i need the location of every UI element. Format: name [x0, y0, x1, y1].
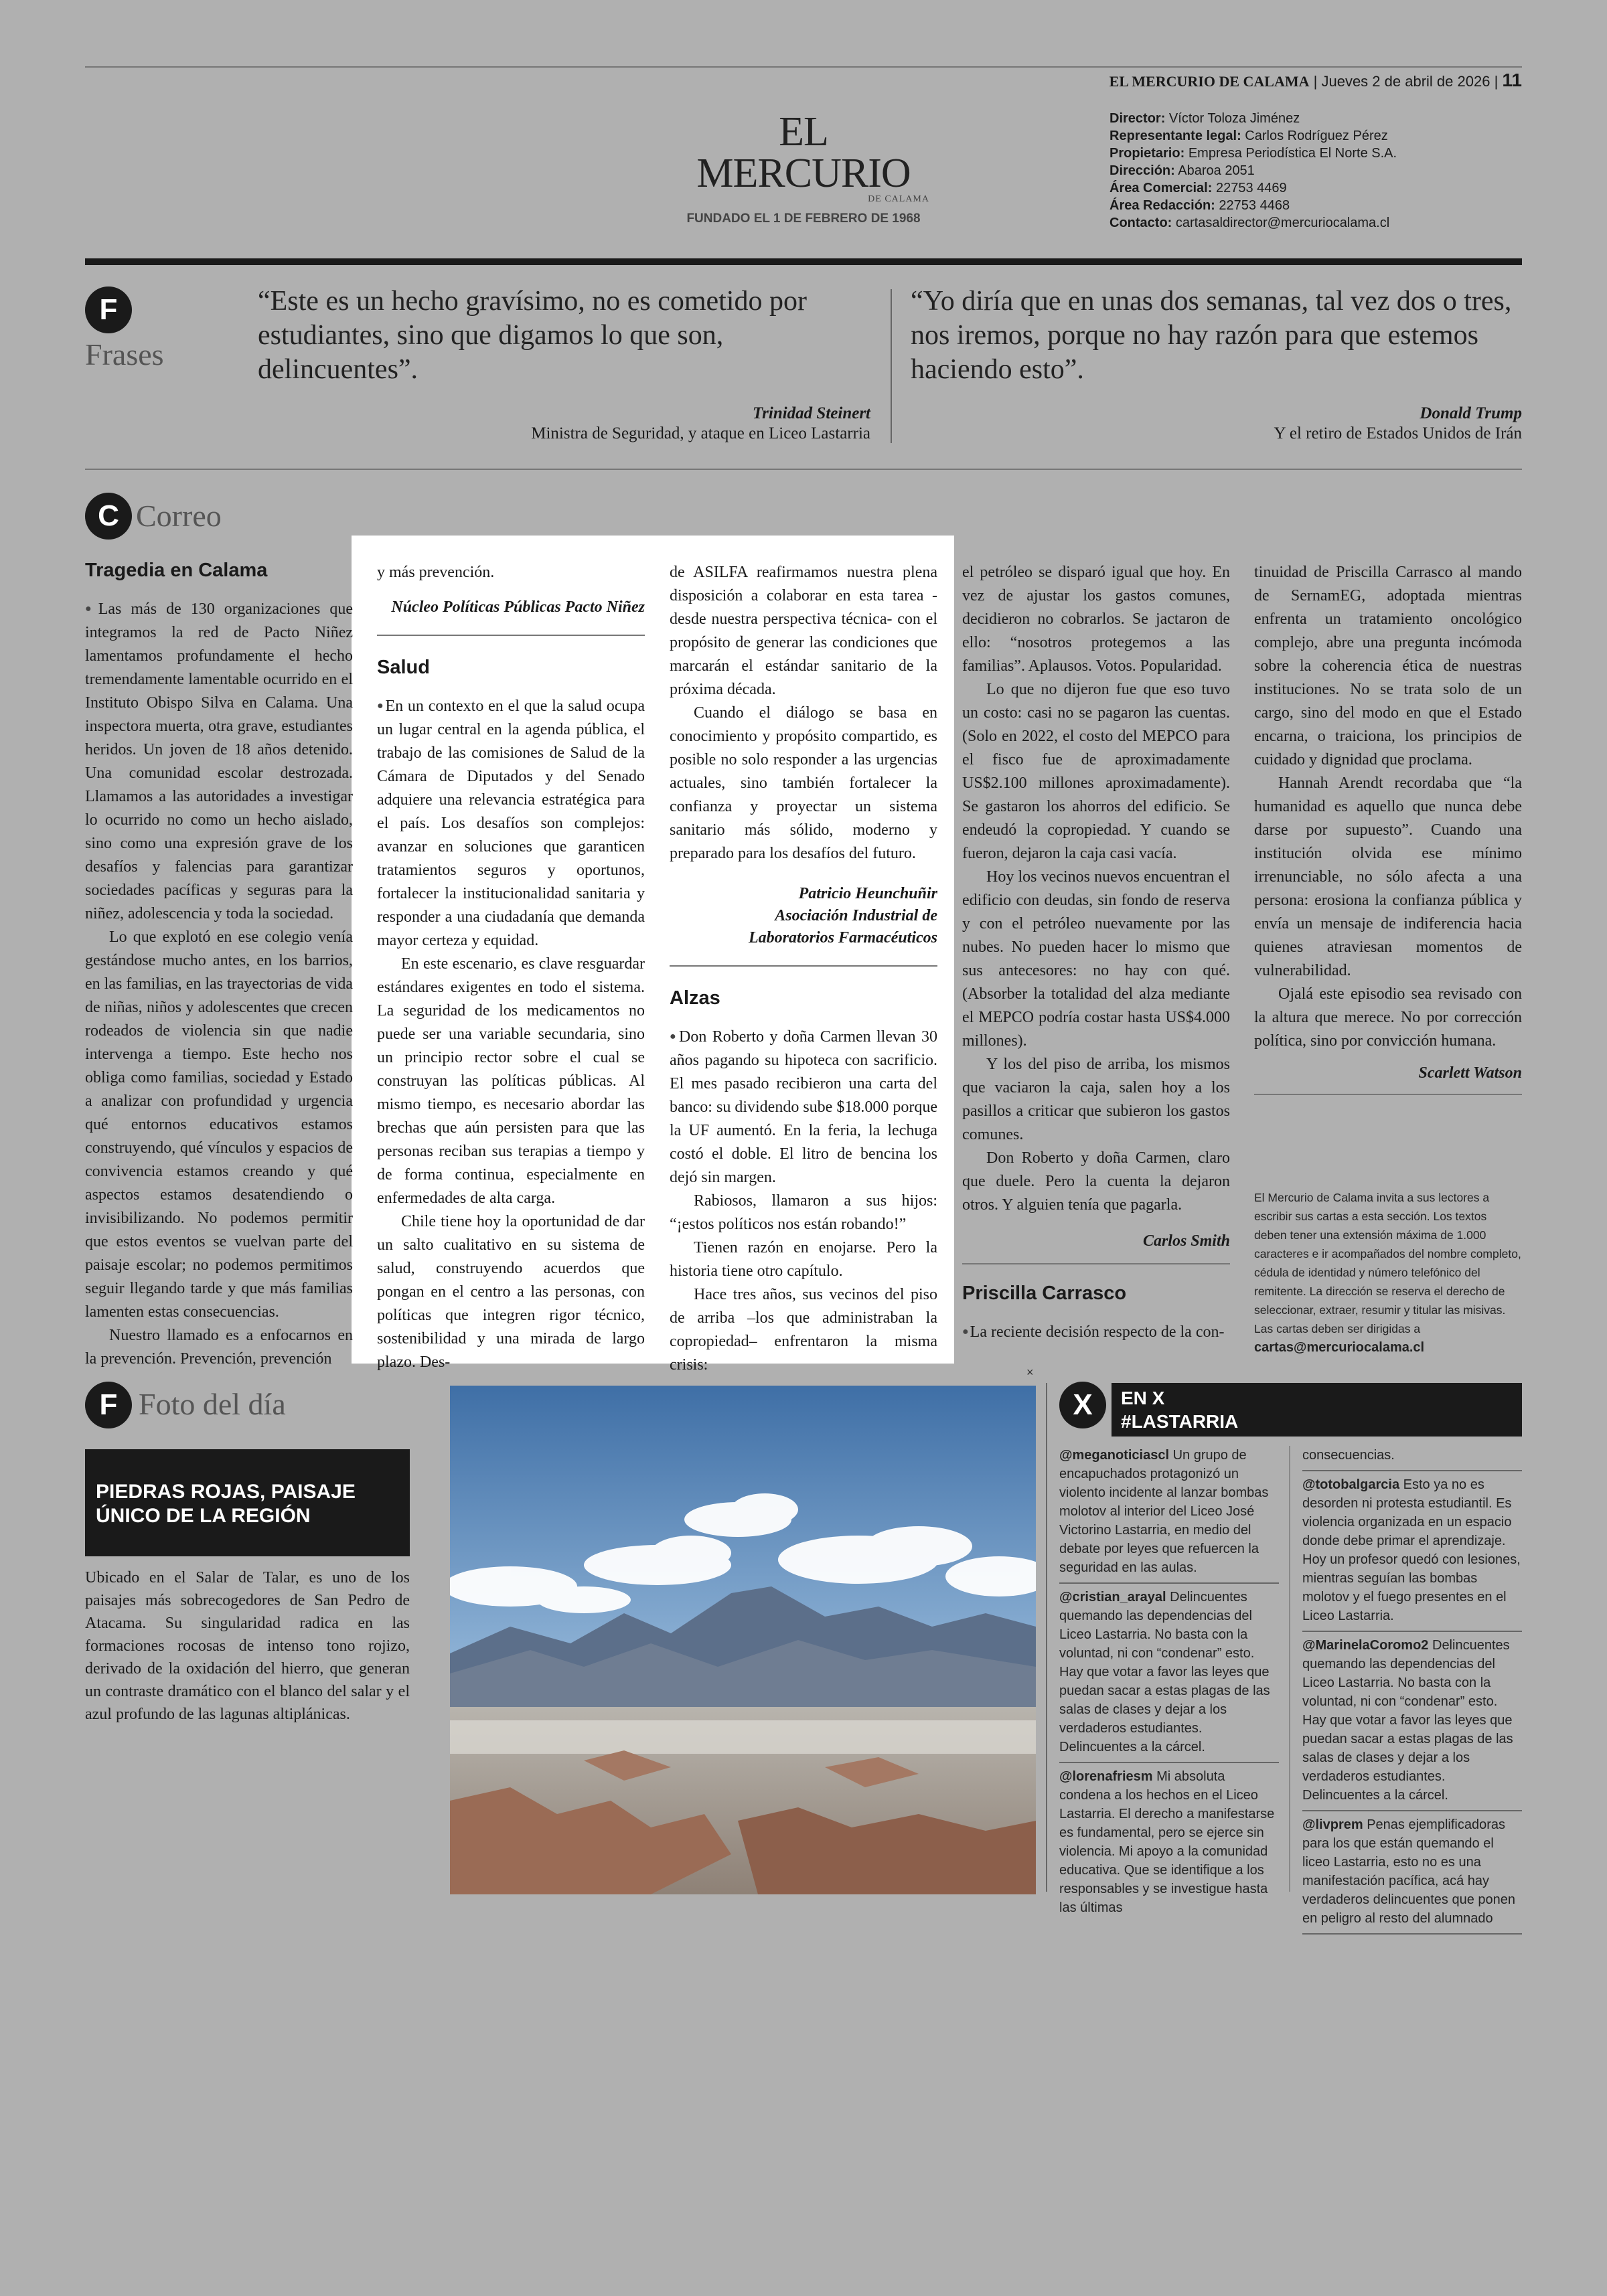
tweet-handle[interactable]: @lorenafriesm	[1059, 1769, 1153, 1784]
running-head: EL MERCURIO DE CALAMA | Jueves 2 de abril de 2026 | 11	[1109, 70, 1522, 90]
top-rule	[85, 66, 1522, 68]
letter-alzas-p5: el petróleo se disparó igual que hoy. En vez de ajustar los gastos comunes, decidieron no cobrarlos. Se jactaron de ello: “nosotros protegemos a las familias”. Aplausos. Votos. Popularidad.	[962, 564, 1230, 675]
signature-heunchunir: Patricio Heunchuñir Asociación Industrial de Laboratorios Farmacéuticos	[748, 885, 937, 947]
tweet: @totobalgarcia Esto ya no es desorden ni protesta estudiantil. Es violencia organizada en un espacio donde debe primar el aprendizaje. Hoy un profesor quedó con lesiones, mientras seguían las bombas molotov y el fuego presentes en el Liceo Lastarria.	[1302, 1477, 1521, 1623]
tweet-handle[interactable]: @livprem	[1302, 1817, 1363, 1832]
frases-title: Frases	[85, 337, 164, 372]
quote-1	[258, 284, 870, 443]
signature-pacto-ninez: Núcleo Políticas Públicas Pacto Niñez	[391, 598, 645, 616]
salt-flat	[450, 1720, 1036, 1754]
staff-address: Dirección: Abaroa 2051	[1109, 163, 1255, 178]
tweet-handle[interactable]: @cristian_arayal	[1059, 1590, 1166, 1605]
tweet: @lorenafriesm Mi absoluta condena a los hechos en el Liceo Lastarria. El derecho a manifestarse es fundamental, pero se ejerce sin violencia. Mi apoyo a la comunidad educativa. Que se identifique a los responsables y se investigue hasta las últimas	[1059, 1769, 1275, 1915]
letter-alzas-heading: Alzas	[670, 987, 720, 1009]
divider	[1302, 1810, 1522, 1811]
divider	[1059, 1582, 1279, 1584]
letter-tragedia-heading: Tragedia en Calama	[85, 560, 268, 581]
quote-1-author: Trinidad Steinert	[752, 404, 870, 422]
foto-image	[450, 1386, 1036, 1894]
quote-divider	[891, 289, 892, 443]
divider	[962, 1263, 1230, 1264]
enx-divider	[1046, 1383, 1047, 1892]
quote-1-role: Ministra de Seguridad, y ataque en Liceo Lastarria	[531, 424, 870, 442]
letter-tragedia-p3: Nuestro llamado es a enfocarnos en la prevención. Prevención, prevención	[85, 1327, 353, 1368]
letter-salud-p5: Cuando el diálogo se basa en conocimiento y propósito compartido, es posible no solo responder a las urgencias actuales, sino también fortalecer la confianza y proyectar un sistema sanitario más sólido, moderno y preparado para los desafíos del futuro.	[670, 704, 937, 862]
letters-email: cartas@mercuriocalama.cl	[1254, 1340, 1425, 1355]
correo-badge: C	[85, 493, 132, 540]
divider	[1254, 1094, 1522, 1095]
column-4	[962, 561, 1230, 1344]
enx-title-2: #LASTARRIA	[1121, 1411, 1239, 1432]
logo-text: EL MERCURIO	[696, 109, 911, 196]
tweet-handle[interactable]: @meganoticiascl	[1059, 1448, 1170, 1463]
staff-director: Director: Víctor Toloza Jiménez	[1109, 111, 1300, 126]
divider	[377, 635, 645, 636]
tweets-col-divider	[1289, 1446, 1290, 1892]
column-5	[1254, 561, 1522, 1095]
tweet-handle[interactable]: @totobalgarcia	[1302, 1477, 1400, 1492]
quote-2-text: “Yo diría que en unas dos semanas, tal vez dos o tres, nos iremos, porque no hay razón para que estemos haciendo esto”.	[911, 286, 1512, 385]
column-2	[377, 561, 645, 1374]
letter-alzas-p6: Lo que no dijeron fue que eso tuvo un costo: casi no se pagaron las cuentas. (Solo en 2022, el costo del MEPCO para el fisco fue de aproximadamente US$2.100 millones aproximadamente). Se gastaron los ahorros del edificio. Se endeudó la copropiedad. Y cuando se fueron, dejaron la caja casi vacía.	[962, 681, 1230, 862]
letter-alzas-p4: Hace tres años, sus vecinos del piso de arriba –los que administraban la copropiedad– enfrentaron la misma crisis:	[670, 1286, 937, 1374]
divider	[1302, 1470, 1522, 1471]
letter-alzas-p2: Rabiosos, llamaron a sus hijos: “¡estos políticos nos están robando!”	[670, 1192, 937, 1233]
staff-rep: Representante legal: Carlos Rodríguez Pérez	[1109, 129, 1388, 143]
column-3	[670, 561, 937, 1377]
tweets-col-1	[1059, 1446, 1279, 1917]
running-head-date: Jueves 2 de abril de 2026	[1321, 73, 1490, 90]
x-logo-icon: X	[1059, 1382, 1106, 1428]
letter-priscilla-p4: Ojalá este episodio sea revisado con la altura que merece. No por corrección política, sino por convicción humana.	[1254, 985, 1522, 1050]
letter-alzas-p3: Tienen razón en enojarse. Pero la historia tiene otro capítulo.	[670, 1239, 937, 1280]
foto-headline: PIEDRAS ROJAS, PAISAJE ÚNICO DE LA REGIÓN	[85, 1449, 410, 1556]
letter-tragedia	[85, 559, 353, 1371]
quote-1-text: “Este es un hecho gravísimo, no es cometido por estudiantes, sino que digamos lo que son, delincuentes”.	[258, 286, 807, 385]
letter-salud-p2: En este escenario, es clave resguardar estándares exigentes en todo el sistema. La seguridad de los medicamentos no puede ser una variable secundaria, sino un principio rector sobre el cual se construyan las políticas públicas. Al mismo tiempo, es necesario abordar las brechas que aún persisten para que las personas reciban sus terapias a tiempo y de forma continua, especialmente en enfermedades de alta carga.	[377, 955, 645, 1207]
letter-salud-p1: ● En un contexto en el que la salud ocupa un lugar central en la agenda pública, el trabajo de las comisiones de Salud de la Cámara de Diputados y del Senado adquiere una relevancia estratégica para el país. Los desafíos son complejos: avanzar en soluciones que garanticen tratamientos seguros y oportunos, fortalecer la institucionalidad sanitaria y responder a una ciudadanía que demanda mayor certeza y equidad.	[377, 694, 645, 953]
tweets-col-2	[1302, 1446, 1522, 1939]
divider	[1059, 1762, 1279, 1763]
staff-contact: Contacto: cartasaldirector@mercuriocalama.cl	[1109, 216, 1390, 230]
letter-salud-heading: Salud	[377, 657, 430, 678]
divider	[1302, 1933, 1522, 1935]
staff-commercial: Área Comercial: 22753 4469	[1109, 181, 1287, 195]
staff-owner: Propietario: Empresa Periodística El Norte S.A.	[1109, 146, 1397, 161]
tweet-handle[interactable]: @MarinelaCoromo2	[1302, 1638, 1429, 1653]
letter-tragedia-p1: ● Las más de 130 organizaciones que integramos la red de Pacto Niñez lamentamos profundamente el hecho tremendamente lamentable ocurrido en el Instituto Obispo Silva en Calama. Una inspectora muerta, otra grave, estudiantes heridos. Un joven de 18 años detenido. Una comunidad escolar destrozada. Llamamos a las autoridades a investigar lo ocurrido no como un hecho aislado, sino como una expresión grave de los desafíos y falencias para garantizar sociedades pacíficas y seguras para la niñez, adolescencia y toda la sociedad.	[85, 597, 353, 926]
letter-priscilla-p1: ● La reciente decisión respecto de la con-	[962, 1320, 1230, 1344]
divider	[670, 965, 937, 967]
letter-salud-p4: de ASILFA reafirmamos nuestra plena disposición a colaborar en esta tarea -desde nuestra perspectiva técnica- con el propósito de generar las condiciones que marcarán el estándar sanitario de la próxima década.	[670, 564, 937, 698]
tweet: @meganoticiascl Un grupo de encapuchados protagonizó un violento incidente al lanzar bombas molotov al interior del Liceo José Victorino Lastarria, en medio del debate por leyes que refuercen la seguridad en las aulas.	[1059, 1448, 1269, 1575]
frases-badge: F	[85, 286, 132, 333]
tweet: @cristian_arayal Delincuentes quemando las dependencias del Liceo Lastarria. No basta con la voluntad, ni con “condenar” esto. Hay que votar a favor las leyes que puedan sacar a estas plagas de las salas de clases y dejar a los verdaderos estudiantes. Delincuentes a la cárcel.	[1059, 1590, 1270, 1754]
tweet: @MarinelaCoromo2 Delincuentes quemando las dependencias del Liceo Lastarria. No basta con la voluntad, ni con “condenar” esto. Hay que votar a favor las leyes que puedan sacar a estas plagas de las salas de clases y dejar a los verdaderos estudiantes. Delincuentes a la cárcel.	[1302, 1638, 1513, 1803]
signature-scarlett-watson: Scarlett Watson	[1418, 1064, 1522, 1082]
staff-box	[1109, 110, 1522, 232]
letters-notice-text: El Mercurio de Calama invita a sus lectores a escribir sus cartas a esta sección. Los textos deben tener una extensión máxima de 1.000 caracteres e ir acompañados del nombre completo, cédula de identidad y número telefónico del remitente. La dirección se reserva el derecho de seleccionar, extraer, resumir y titular las misivas. Las cartas deben ser dirigidas a	[1254, 1191, 1521, 1335]
signature-carlos-smith: Carlos Smith	[1142, 1232, 1230, 1250]
letter-tragedia-cont: y más prevención.	[377, 564, 495, 581]
letter-salud-p3: Chile tiene hoy la oportunidad de dar un salto cualitativo en su sistema de salud, construyendo acuerdos que pongan en el centro a las personas, con políticas que integren rigor técnico, sostenibilidad y una mirada de largo plazo. Des-	[377, 1213, 645, 1371]
letters-notice	[1254, 1188, 1522, 1357]
divider	[1302, 1631, 1522, 1632]
letter-tragedia-p2: Lo que explotó en ese colegio venía gestándose mucho antes, en los barrios, en las familias, en las trayectorias de vida de niñas, niños y adolescentes que crecen rodeados de violencia sin que nadie intervenga a tiempo. Este hecho nos obliga como familias, sociedad y Estado a analizar con profundidad y urgencia qué entornos educativos estamos construyendo, qué vínculos y espacios de convivencia estamos creando y qué aspectos estamos desatendiendo o invisibilizando. No podemos permitir que estos eventos se vuelvan parte del paisaje escolar; no podemos permitimos seguir llegando tarde y que más familias lamenten estas consecuencias.	[85, 928, 353, 1321]
letter-alzas-p1: ● Don Roberto y doña Carmen llevan 30 años pagando su hipoteca con sacrificio. El mes pasado recibieron una carta del banco: su dividendo sube $18.000 porque la UF aumentó. En la feria, la lechuga costó el doble. El litro de bencina los dejó sin margen.	[670, 1025, 937, 1190]
letter-priscilla-p2: tinuidad de Priscilla Carrasco al mando de SernamEG, adoptada mientras enfrenta un tratamiento oncológico complejo, abre una pregunta incómoda sobre la coherencia ética de nuestras instituciones. No se trata solo de un cargo, sino del modo en que el Estado encarna, o traiciona, los principios de cuidado y dignidad que proclama.	[1254, 564, 1522, 768]
frases-bottom-rule	[85, 469, 1522, 470]
staff-newsroom: Área Redacción: 22753 4468	[1109, 198, 1290, 213]
quote-2-author: Donald Trump	[1420, 404, 1522, 422]
letter-alzas-p7: Hoy los vecinos nuevos encuentran el edificio con deudas, sin fondo de reserva y con el petróleo nuevamente por las nubes. No pueden hacer lo mismo que sus antecesores: no hay con qué. (Absorber la totalidad del alza mediante el MEPCO podría costar hasta US$4.000 millones).	[962, 868, 1230, 1050]
thick-rule	[85, 258, 1522, 265]
foto-badge: F	[85, 1382, 132, 1428]
running-head-paper: EL MERCURIO DE CALAMA	[1109, 73, 1310, 90]
logo-sub: DE CALAMA	[868, 194, 929, 204]
enx-title-1: EN X	[1121, 1388, 1165, 1408]
letter-alzas-p8: Y los del piso de arriba, los mismos que vaciaron la caja, salen hoy a los pasillos a criticar que subieron los gastos comunes.	[962, 1056, 1230, 1143]
correo-title: Correo	[136, 499, 222, 533]
foto-caption: Ubicado en el Salar de Talar, es uno de los paisajes más sobrecogedores de San Pedro de Atacama. Su singularidad radica en las formaciones rocosas de intenso tono rojizo, derivado de la oxidación del hierro, que generan un contraste dramático con el blanco del salar y el azul profundo de las lagunas altiplánicas.	[85, 1569, 410, 1723]
tweet: @livprem Penas ejemplificadoras para los que están quemando el liceo Lastarria, esto no es una manifestación pacífica, acá hay verdaderos delincuentes que ponen en peligro al resto del alumnado	[1302, 1817, 1516, 1926]
masthead-logo	[670, 111, 937, 226]
tweet-cont: consecuencias.	[1302, 1448, 1395, 1463]
letter-priscilla-p3: Hannah Arendt recordaba que “la humanidad es aquello que nunca debe darse por supuesto”. Cuando una institución olvida ese mínimo irrenunciable, no sólo afecta a una persona: erosiona la confianza pública y envía un mensaje de indiferencia hacia quienes atraviesan momentos de vulnerabilidad.	[1254, 774, 1522, 979]
enx-header	[1112, 1383, 1522, 1437]
foto-title: Foto del día	[139, 1387, 286, 1421]
letter-alzas-p9: Don Roberto y doña Carmen, claro que duele. Pero la cuenta la dejaron otros. Y alguien tenía que pagarla.	[962, 1149, 1230, 1214]
quote-2-role: Y el retiro de Estados Unidos de Irán	[1274, 424, 1522, 442]
founded-line: FUNDADO EL 1 DE FEBRERO DE 1968	[686, 212, 921, 226]
letter-priscilla-heading: Priscilla Carrasco	[962, 1283, 1127, 1304]
page-number: 11	[1502, 70, 1522, 90]
close-icon: ×	[1026, 1366, 1034, 1379]
quote-2	[911, 284, 1522, 443]
